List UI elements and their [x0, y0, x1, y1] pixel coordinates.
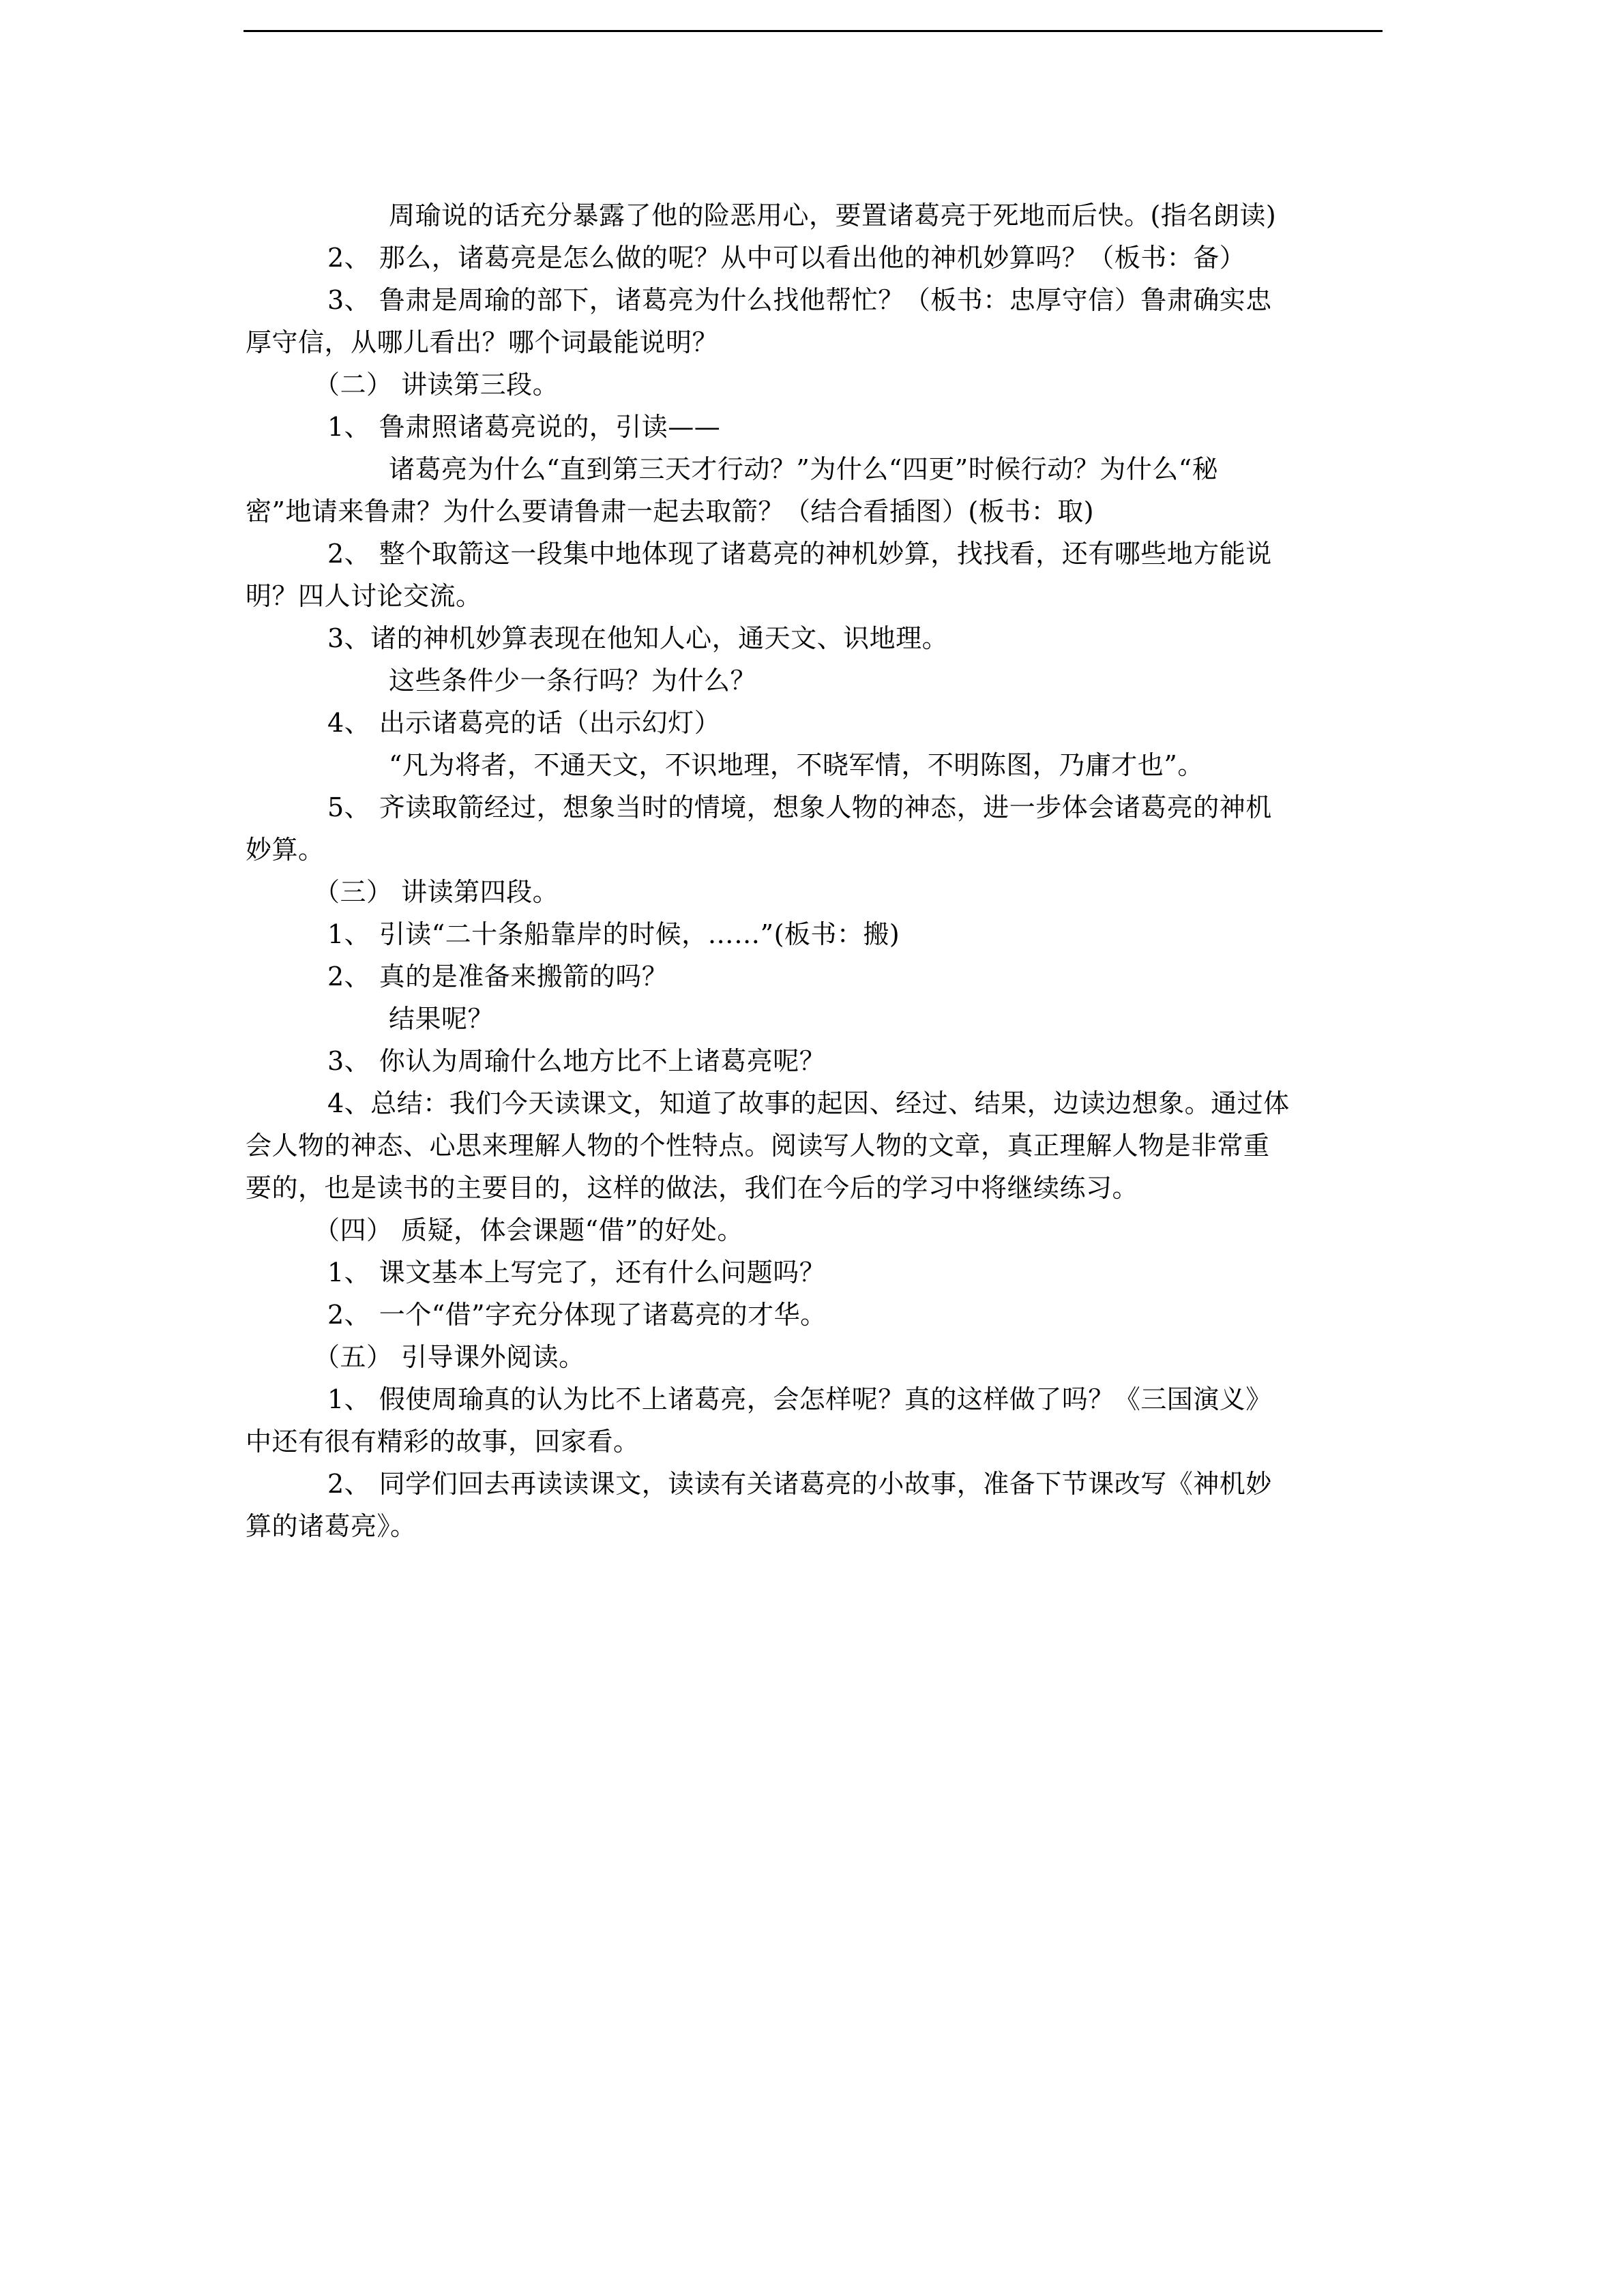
document-line: 2、 那么，诸葛亮是怎么做的呢？从中可以看出他的神机妙算吗？（板书：备）	[327, 243, 1246, 273]
document-line: 这些条件少一条行吗？为什么？	[389, 666, 757, 696]
document-line: 密”地请来鲁肃？为什么要请鲁肃一起去取箭？（结合看插图）(板书：取)	[246, 496, 1095, 526]
document-line: 3、 你认为周瑜什么地方比不上诸葛亮呢？	[327, 1046, 826, 1076]
document-line: 2、 整个取箭这一段集中地体现了诸葛亮的神机妙算，找找看，还有哪些地方能说	[327, 539, 1272, 569]
header-rule	[243, 30, 1383, 32]
document-line: 1、 鲁肃照诸葛亮说的，引读——	[327, 412, 721, 442]
document-line: 妙算。	[246, 835, 325, 865]
document-line: 诸葛亮为什么“直到第三天才行动？”为什么“四更”时候行动？为什么“秘	[389, 454, 1219, 484]
document-body	[246, 194, 1378, 1547]
document-line: 周瑜说的话充分暴露了他的险恶用心，要置诸葛亮于死地而后快。(指名朗读)	[389, 200, 1277, 230]
document-line: 结果呢？	[389, 1004, 494, 1034]
document-line: 明？四人讨论交流。	[246, 581, 482, 611]
document-line: 厚守信，从哪儿看出？哪个词最能说明？	[246, 327, 719, 357]
document-line: （五） 引导课外阅读。	[314, 1342, 585, 1372]
document-line: 2、 真的是准备来搬箭的吗？	[327, 961, 668, 992]
document-line: （二） 讲读第三段。	[314, 370, 559, 400]
document-line: 中还有很有精彩的故事，回家看。	[246, 1427, 640, 1457]
document-line: 5、 齐读取箭经过，想象当时的情境，想象人物的神态，进一步体会诸葛亮的神机	[327, 792, 1272, 822]
document-line: 1、 课文基本上写完了，还有什么问题吗？	[327, 1257, 826, 1287]
document-line: 3、 鲁肃是周瑜的部下，诸葛亮为什么找他帮忙？（板书：忠厚守信）鲁肃确实忠	[327, 285, 1272, 315]
document-line: 2、 同学们回去再读读课文，读读有关诸葛亮的小故事，准备下节课改写《神机妙	[327, 1469, 1272, 1499]
document-line: 算的诸葛亮》。	[246, 1511, 417, 1541]
document-line: 1、 引读“二十条船靠岸的时候，……”(板书：搬)	[327, 919, 900, 949]
document-line: 2、 一个“借”字充分体现了诸葛亮的才华。	[327, 1300, 827, 1330]
document-line: “凡为将者，不通天文，不识地理，不晓军情，不明陈图，乃庸才也”。	[389, 750, 1204, 780]
document-line: 要的，也是读书的主要目的，这样的做法，我们在今后的学习中将继续练习。	[246, 1173, 1139, 1203]
document-line: 4、总结：我们今天读课文，知道了故事的起因、经过、结果，边读边想象。通过体	[327, 1088, 1290, 1118]
document-line: 会人物的神态、心思来理解人物的个性特点。阅读写人物的文章，真正理解人物是非常重	[246, 1131, 1270, 1161]
document-line: 4、 出示诸葛亮的话（出示幻灯）	[327, 708, 721, 738]
document-line: 1、 假使周瑜真的认为比不上诸葛亮，会怎样呢？真的这样做了吗？《三国演义》	[327, 1384, 1272, 1414]
document-line: （三） 讲读第四段。	[314, 877, 559, 907]
document-line: （四） 质疑，体会课题“借”的好处。	[314, 1215, 743, 1245]
document-line: 3、诸的神机妙算表现在他知人心，通天文、识地理。	[327, 623, 949, 653]
